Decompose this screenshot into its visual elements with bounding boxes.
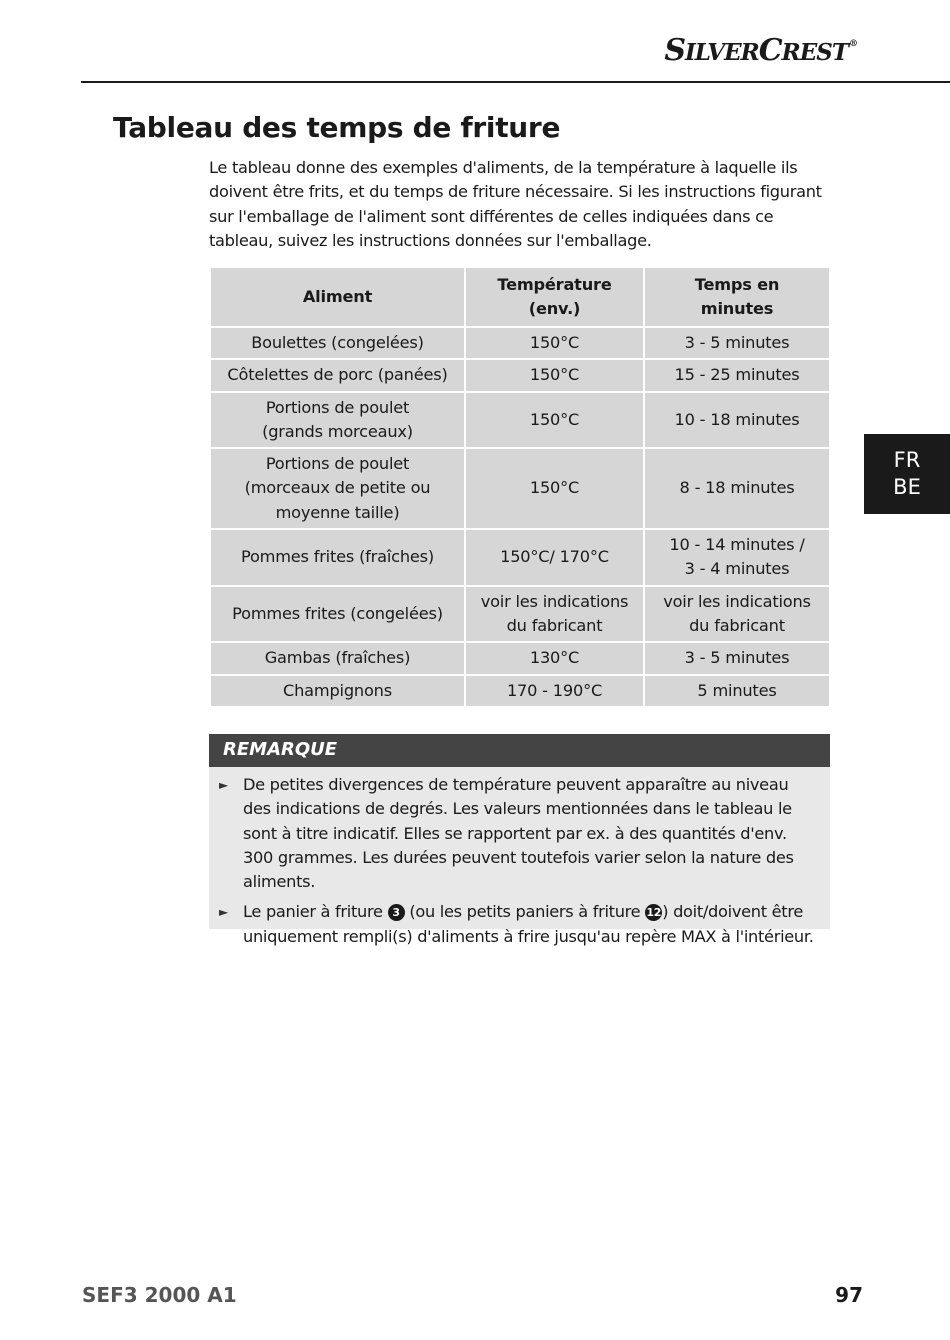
header-time: Temps en minutes	[645, 268, 829, 326]
header-rule	[81, 81, 950, 83]
cell-temperature: 150°C	[466, 449, 643, 528]
table-row	[211, 393, 829, 448]
cell-food: Boulettes (congelées)	[211, 328, 464, 358]
bullet-arrow-icon: ►	[219, 905, 229, 920]
frying-times-table	[209, 266, 831, 708]
cell-time: 10 - 18 minutes	[645, 393, 829, 448]
language-tab: FR BE	[864, 434, 950, 514]
table-row	[211, 449, 829, 528]
note-item	[219, 900, 818, 949]
footer-model-number: SEF3 2000 A1	[82, 1283, 237, 1307]
cell-food: Portions de poulet (morceaux de petite ou moyenne taille)	[211, 449, 464, 528]
cell-food: Pommes frites (fraîches)	[211, 530, 464, 585]
bullet-arrow-icon: ►	[219, 778, 229, 792]
cell-time: 3 - 5 minutes	[645, 643, 829, 673]
page-title: Tableau des temps de friture	[113, 111, 561, 144]
cell-temperature: 150°C	[466, 328, 643, 358]
table-row	[211, 643, 829, 673]
note-text: Le panier à friture 3 (ou les petits paniers à friture 12) doit/doivent être uniquement rempli(s) d'aliments à frire jusqu'au repère MAX à l'intérieur.	[243, 902, 814, 946]
cell-time: 8 - 18 minutes	[645, 449, 829, 528]
table-body	[211, 328, 829, 706]
cell-temperature: 150°C	[466, 393, 643, 448]
cell-food: Pommes frites (congelées)	[211, 587, 464, 642]
cell-temperature: 130°C	[466, 643, 643, 673]
table-row	[211, 587, 829, 642]
header-temperature: Température (env.)	[466, 268, 643, 326]
cell-temperature: 150°C	[466, 360, 643, 390]
cell-food: Gambas (fraîches)	[211, 643, 464, 673]
note-body	[209, 767, 830, 946]
cell-time: voir les indications du fabricant	[645, 587, 829, 642]
part-number-badge: 12	[646, 906, 662, 920]
table-header-row	[211, 268, 829, 326]
table-row	[211, 360, 829, 390]
intro-paragraph: Le tableau donne des exemples d'aliments, de la température à laquelle ils doivent être frits, et du temps de friture nécessaire. Si les instructions figurant sur l'emballage de l'aliment sont différentes de celles indiquées dans ce tableau, suivez les instructions données sur l'emballage.	[209, 158, 822, 250]
brand-logo: SILVERCREST®	[664, 33, 857, 68]
cell-food: Champignons	[211, 676, 464, 706]
cell-temperature: 150°C/ 170°C	[466, 530, 643, 585]
page-number: 97	[835, 1283, 863, 1307]
table-row	[211, 676, 829, 706]
note-heading: REMARQUE	[209, 734, 830, 767]
cell-time: 3 - 5 minutes	[645, 328, 829, 358]
cell-temperature: 170 - 190°C	[466, 676, 643, 706]
table-row	[211, 530, 829, 585]
cell-temperature: voir les indications du fabricant	[466, 587, 643, 642]
cell-time: 15 - 25 minutes	[645, 360, 829, 390]
cell-food: Côtelettes de porc (panées)	[211, 360, 464, 390]
cell-time: 5 minutes	[645, 676, 829, 706]
cell-time: 10 - 14 minutes / 3 - 4 minutes	[645, 530, 829, 585]
note-text: De petites divergences de température peuvent apparaître au niveau des indications de degrés. Les valeurs mentionnées dans le tableau le sont à titre indicatif. Elles se rapportent par ex. à des quantités d'env. 300 grammes. Les durées peuvent toutefois varier selon la nature des aliments.	[243, 775, 794, 892]
cell-food: Portions de poulet (grands morceaux)	[211, 393, 464, 448]
note-item	[219, 773, 818, 894]
table-row	[211, 328, 829, 358]
part-number-badge: 3	[388, 904, 405, 921]
header-aliment: Aliment	[211, 268, 464, 326]
